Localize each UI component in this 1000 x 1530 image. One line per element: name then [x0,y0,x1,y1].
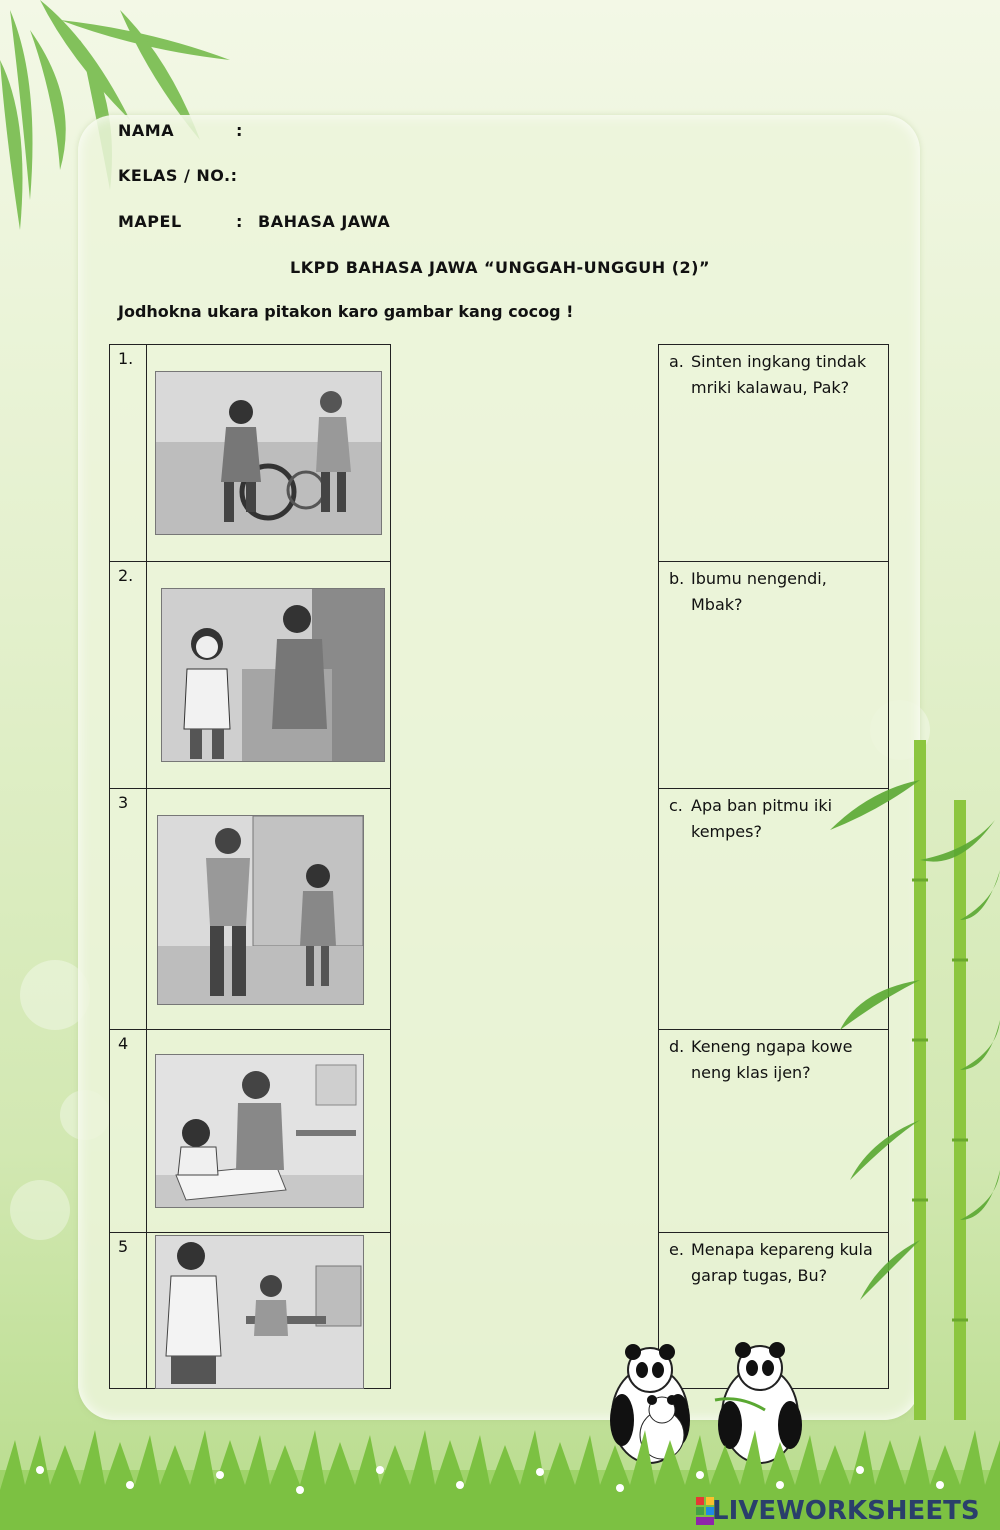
mapel-field [118,212,390,231]
worksheet-title: LKPD BAHASA JAWA “UNGGAH-UNGGUH (2)” [290,258,710,277]
item-number: 3 [110,789,147,1030]
option-letter: a. [669,352,684,371]
picture-teacher-student [155,1054,364,1208]
picture-man-girl [157,815,364,1005]
option-letter: c. [669,796,683,815]
option-letter: b. [669,569,685,588]
picture-man-boy [155,1235,364,1389]
picture-cell [147,789,391,1030]
illustration-teacher-student [156,1055,363,1207]
option-letter: d. [669,1037,685,1056]
mapel-colon: : [236,212,243,231]
nama-colon: : [236,121,243,140]
illustration-bicycle [156,372,381,534]
picture-bicycle [155,371,382,535]
picture-row [110,1233,391,1389]
picture-cell [147,345,391,562]
option-letter: e. [669,1240,684,1259]
item-number: 4 [110,1030,147,1233]
liveworksheets-brand: LIVEWORKSHEETS [712,1496,980,1526]
option-text: Menapa kepareng kula garap tugas, Bu? [691,1240,873,1285]
picture-table [109,344,391,1389]
kelas-label: KELAS / NO.: [118,166,238,185]
question-cell[interactable] [659,345,889,562]
item-number: 5 [110,1233,147,1389]
picture-cell [147,562,391,789]
picture-row [110,1030,391,1233]
nama-label: NAMA [118,121,175,140]
option-text: Apa ban pitmu iki kempes? [691,796,833,841]
instruction-text: Jodhokna ukara pitakon karo gambar kang cocog ! [118,302,574,321]
picture-row [110,345,391,562]
mapel-label: MAPEL [118,212,182,231]
option-text: Sinten ingkang tindak mriki kalawau, Pak? [691,352,867,397]
picture-boy-mother [161,588,385,762]
item-number: 2. [110,562,147,789]
nama-field [118,121,258,140]
question-row [659,345,889,562]
bokeh-circle [10,1180,70,1240]
option-text: Ibumu nengendi, Mbak? [691,569,827,614]
item-number: 1. [110,345,147,562]
option-text: Keneng ngapa kowe neng klas ijen? [691,1037,853,1082]
picture-cell [147,1233,391,1389]
bamboo-stalks-right [820,720,1000,1440]
picture-row [110,789,391,1030]
picture-row [110,562,391,789]
picture-cell [147,1030,391,1233]
kelas-field [118,166,238,185]
illustration-boy-mother [162,589,384,761]
illustration-man-girl [158,816,363,1004]
illustration-man-boy [156,1236,363,1388]
mapel-value: BAHASA JAWA [258,212,391,231]
